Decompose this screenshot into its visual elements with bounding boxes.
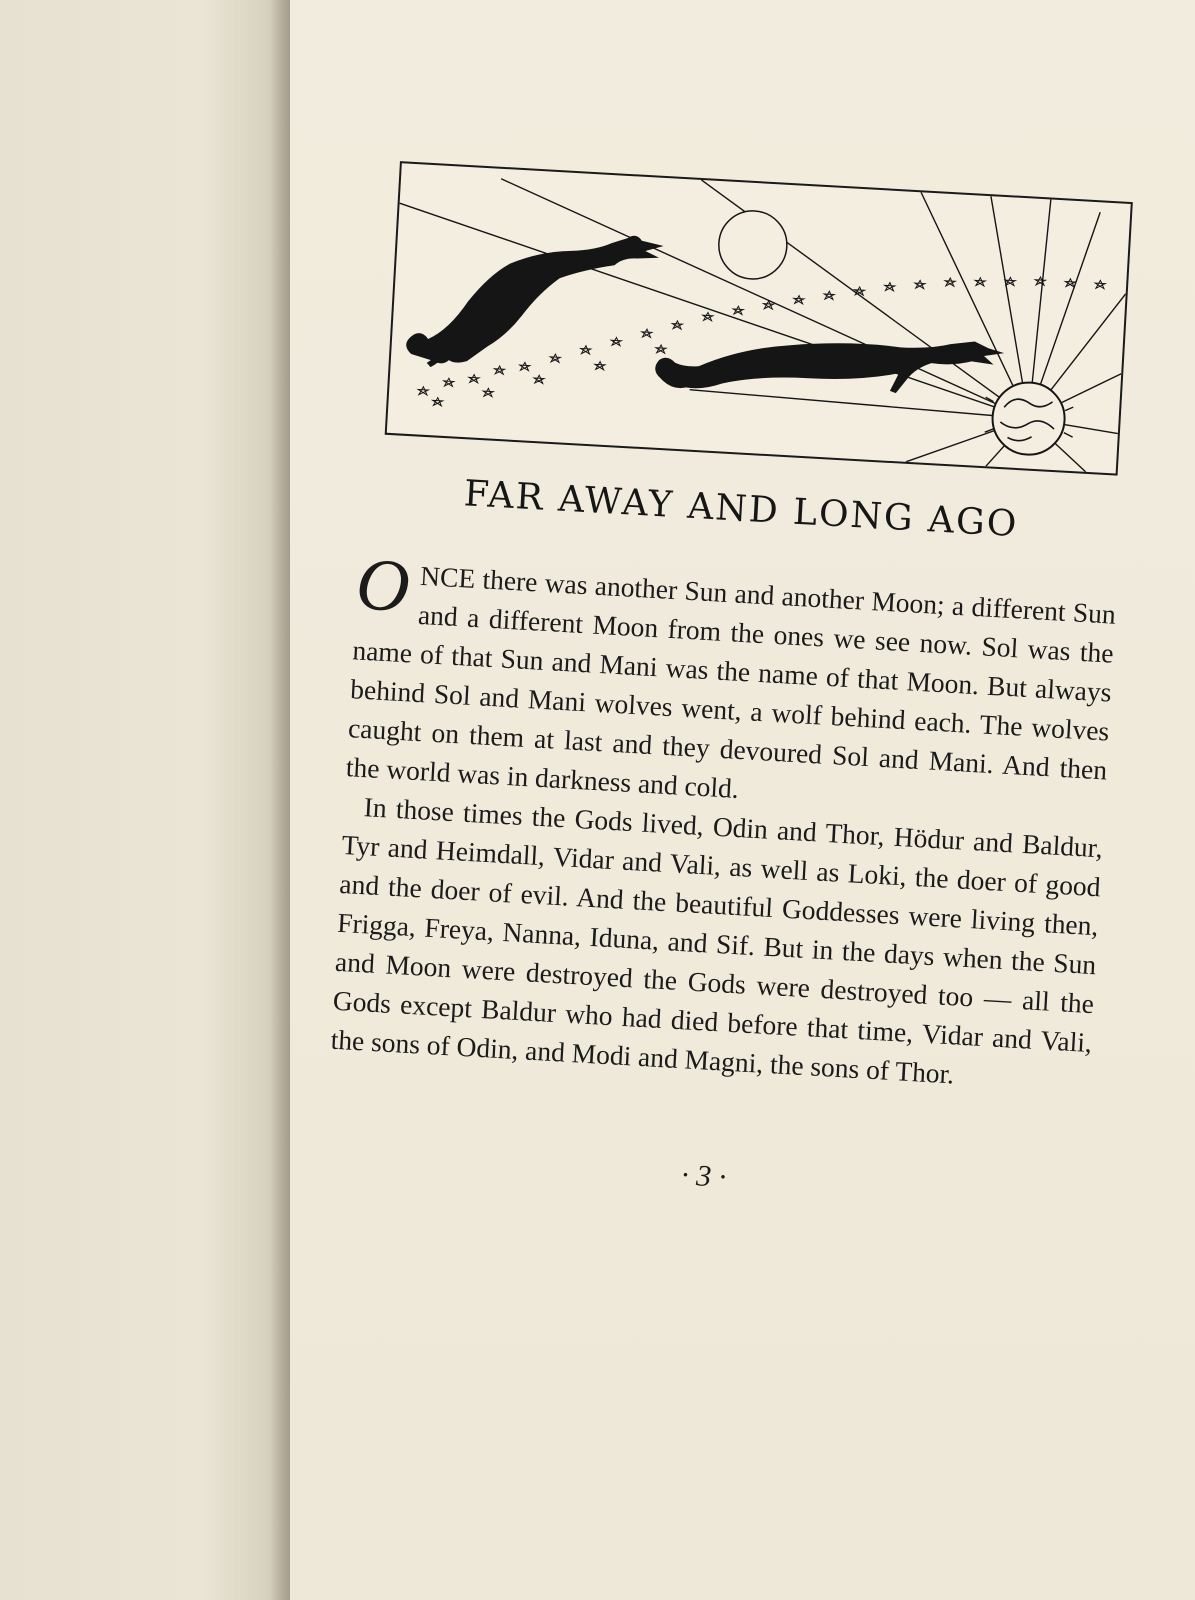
- chapter-body: [329, 543, 1117, 1101]
- page-content: [323, 160, 1138, 1215]
- paragraph-text: NCE there was another Sun and another Moon; a different Sun and a different Moon from the ones we see now. Sol was the name of that Sun and Mani was the name of that Moon. But always behind Sol and Mani wolves went, a wolf behind each. The wolves caught on them at last and they devoured Sol and Mani. And then the world was in darkness and cold.: [345, 559, 1117, 804]
- paragraph-text: In those times the Gods lived, Odin and Thor, Hödur and Baldur, Tyr and Heimdall, Vidar and Vali, as well as Loki, the doer of good and the doer of evil. And the beautiful Goddesses were living then, Frigga, Freya, Nanna, Iduna, and Sif. But in the days when the Sun and Moon were destroyed the Gods were destroyed too — all the Gods except Baldur who had died before that time, Vidar and Vali, the sons of Odin, and Modi and Magni, the sons of Thor.: [329, 791, 1104, 1090]
- chapter-title: FAR AWAY AND LONG AGO: [462, 473, 1020, 546]
- sun-icon: [983, 380, 1076, 457]
- chapter-illustration: [385, 161, 1133, 476]
- wolf-icon: [654, 324, 1005, 406]
- page-number: · 3 ·: [680, 1158, 728, 1194]
- drop-cap: O: [353, 543, 412, 629]
- paragraph: [330, 786, 1104, 1101]
- paragraph: [345, 543, 1117, 828]
- right-page: [290, 0, 1195, 1600]
- left-page: [0, 0, 290, 1600]
- wolf-icon: [405, 223, 664, 379]
- moon-icon: [717, 209, 789, 281]
- wolves-sun-moon-illustration: [387, 163, 1131, 473]
